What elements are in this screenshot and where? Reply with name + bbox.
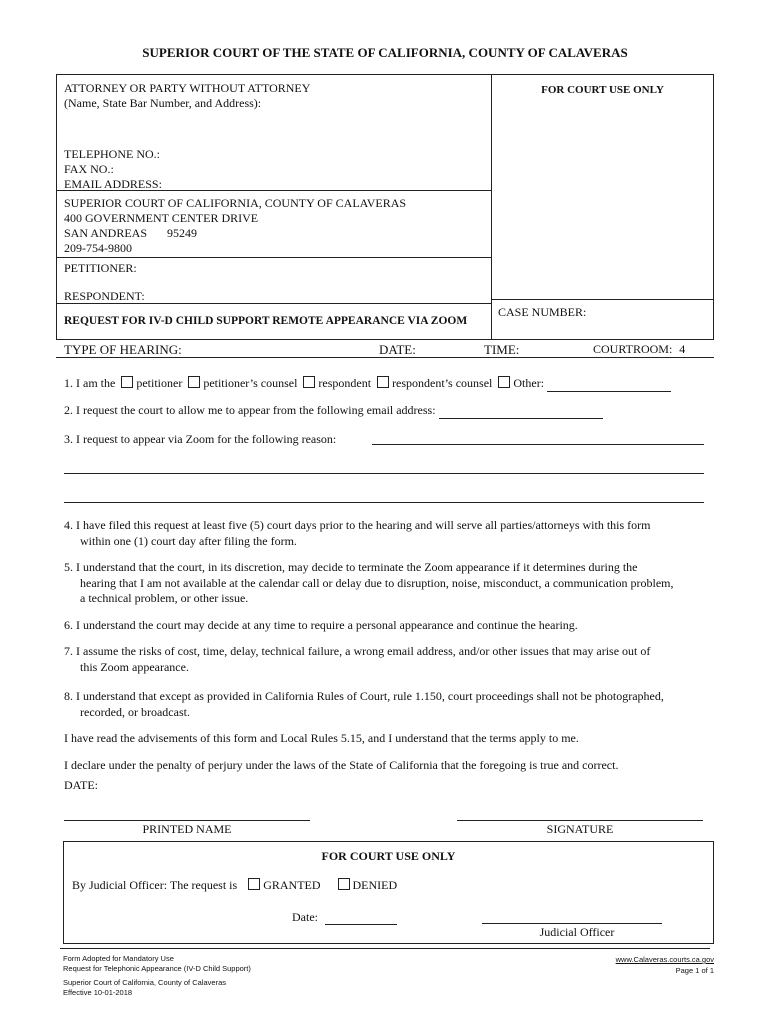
respondent-counsel-checkbox[interactable] bbox=[377, 376, 389, 388]
court-city-line bbox=[64, 226, 197, 241]
court-city: SAN ANDREAS bbox=[64, 226, 148, 240]
petitioner-option: petitioner bbox=[136, 376, 183, 390]
page-title: SUPERIOR COURT OF THE STATE OF CALIFORNIA, COUNTY OF CALAVERAS bbox=[142, 45, 628, 60]
court-website-link[interactable]: www.Calaveras.courts.ca.gov bbox=[615, 955, 714, 964]
item-7 bbox=[64, 644, 714, 675]
item-2-text: 2. I request the court to allow me to appear from the following email address: bbox=[64, 403, 436, 417]
courtroom-field[interactable] bbox=[593, 342, 685, 357]
printed-name-label: PRINTED NAME bbox=[142, 822, 232, 836]
item-4 bbox=[64, 518, 714, 549]
other-option: Other: bbox=[513, 376, 545, 390]
zoom-email-input[interactable] bbox=[439, 406, 603, 419]
petitioner-checkbox[interactable] bbox=[121, 376, 133, 388]
petitioner-counsel-checkbox[interactable] bbox=[188, 376, 200, 388]
court-use-only-label: FOR COURT USE ONLY bbox=[541, 84, 664, 96]
denied-option: DENIED bbox=[352, 878, 398, 892]
respondent-field[interactable]: RESPONDENT: bbox=[64, 289, 145, 303]
item-8 bbox=[64, 689, 714, 720]
other-input[interactable] bbox=[547, 379, 671, 392]
courtroom-label: COURTROOM: bbox=[593, 342, 673, 356]
officer-signature-input[interactable] bbox=[482, 923, 662, 924]
item-4-line-2: within one (1) court day after filing the form. bbox=[80, 533, 297, 548]
item-4-line-1: 4. I have filed this request at least five (5) court days prior to the hearing and will serve all parties/attorneys with this form bbox=[64, 518, 651, 532]
courtroom-value: 4 bbox=[679, 342, 686, 356]
respondent-checkbox[interactable] bbox=[303, 376, 315, 388]
officer-date-input[interactable] bbox=[325, 912, 397, 925]
denied-checkbox[interactable] bbox=[338, 878, 350, 890]
officer-date-field bbox=[292, 910, 397, 925]
item-3-text: 3. I request to appear via Zoom for the following reason: bbox=[64, 432, 337, 446]
item-7-line-1: 7. I assume the risks of cost, time, delay, technical failure, a wrong email address, and/or other issues that may arise out of bbox=[64, 644, 651, 658]
footer-line-4: Effective 10-01-2018 bbox=[63, 988, 133, 997]
reason-input-line-3[interactable] bbox=[64, 502, 704, 503]
advisement-text: I have read the advisements of this form and Local Rules 5.15, and I understand that the terms apply to me. bbox=[64, 731, 579, 745]
respondent-counsel-option: respondent’s counsel bbox=[392, 376, 493, 390]
hearing-type-field[interactable]: TYPE OF HEARING: bbox=[64, 342, 182, 357]
court-zip: 95249 bbox=[167, 226, 198, 240]
other-checkbox[interactable] bbox=[498, 376, 510, 388]
signature-input[interactable] bbox=[457, 820, 703, 821]
item-5 bbox=[64, 560, 714, 607]
by-officer-label: By Judicial Officer: The request is bbox=[72, 878, 238, 892]
attorney-sub: (Name, State Bar Number, and Address): bbox=[64, 96, 262, 110]
reason-input-line-2[interactable] bbox=[64, 473, 704, 474]
petitioner-field[interactable]: PETITIONER: bbox=[64, 261, 137, 275]
item-5-line-3: a technical problem, or other issue. bbox=[80, 591, 249, 605]
footer-line-3: Superior Court of California, County of Calaveras bbox=[63, 978, 226, 987]
printed-name-input[interactable] bbox=[64, 820, 310, 821]
petitioner-counsel-option: petitioner’s counsel bbox=[203, 376, 298, 390]
court-phone: 209-754-9800 bbox=[64, 241, 132, 255]
judicial-officer-label: Judicial Officer bbox=[539, 925, 615, 939]
case-number-field[interactable]: CASE NUMBER: bbox=[498, 305, 587, 319]
item-6-line-1: 6. I understand the court may decide at any time to require a personal appearance and continue the hearing. bbox=[64, 618, 578, 632]
item-7-line-2: this Zoom appearance. bbox=[80, 659, 189, 674]
item-3 bbox=[64, 432, 714, 448]
item-2 bbox=[64, 403, 714, 419]
hearing-time-field[interactable]: TIME: bbox=[484, 342, 520, 357]
declaration-text: I declare under the penalty of perjury under the laws of the State of California that the foregoing is true and correct. bbox=[64, 758, 619, 772]
footer-left bbox=[63, 954, 251, 998]
attorney-label: ATTORNEY OR PARTY WITHOUT ATTORNEY bbox=[64, 81, 311, 95]
telephone-field[interactable]: TELEPHONE NO.: bbox=[64, 147, 160, 161]
item-8-line-2: recorded, or broadcast. bbox=[80, 704, 190, 719]
item-1-prefix: 1. I am the bbox=[64, 376, 116, 390]
court-name: SUPERIOR COURT OF CALIFORNIA, COUNTY OF CALAVERAS bbox=[64, 196, 407, 210]
fax-field[interactable]: FAX NO.: bbox=[64, 162, 114, 176]
respondent-option: respondent bbox=[318, 376, 372, 390]
item-1 bbox=[64, 376, 714, 392]
footer-line-1: Form Adopted for Mandatory Use bbox=[63, 954, 174, 963]
granted-checkbox[interactable] bbox=[248, 878, 260, 890]
item-5-line-2: hearing that I am not available at the calendar call or delay due to disruption, noise, misconduct, a communication problem, bbox=[80, 575, 674, 590]
court-street: 400 GOVERNMENT CENTER DRIVE bbox=[64, 211, 259, 225]
footer-right bbox=[616, 954, 714, 976]
page-number: Page 1 of 1 bbox=[675, 966, 714, 975]
item-6 bbox=[64, 618, 714, 634]
item-5-line-1: 5. I understand that the court, in its discretion, may decide to terminate the Zoom appearance if it determines during the bbox=[64, 560, 638, 574]
granted-option: GRANTED bbox=[263, 878, 321, 892]
hearing-date-field[interactable]: DATE: bbox=[379, 342, 416, 357]
footer-line-2: Request for Telephonic Appearance (IV-D Child Support) bbox=[63, 964, 251, 973]
judicial-decision-line bbox=[72, 878, 397, 893]
date-label: DATE: bbox=[64, 778, 98, 792]
email-field[interactable]: EMAIL ADDRESS: bbox=[64, 177, 162, 191]
form-title: REQUEST FOR IV-D CHILD SUPPORT REMOTE APPEARANCE VIA ZOOM bbox=[64, 315, 468, 327]
reason-input-line-1[interactable] bbox=[372, 444, 704, 445]
officer-date-label: Date: bbox=[292, 910, 318, 924]
item-8-line-1: 8. I understand that except as provided in California Rules of Court, rule 1.150, court proceedings shall not be photographed, bbox=[64, 689, 664, 703]
court-box-title: FOR COURT USE ONLY bbox=[321, 849, 456, 863]
signature-label: SIGNATURE bbox=[546, 822, 614, 836]
